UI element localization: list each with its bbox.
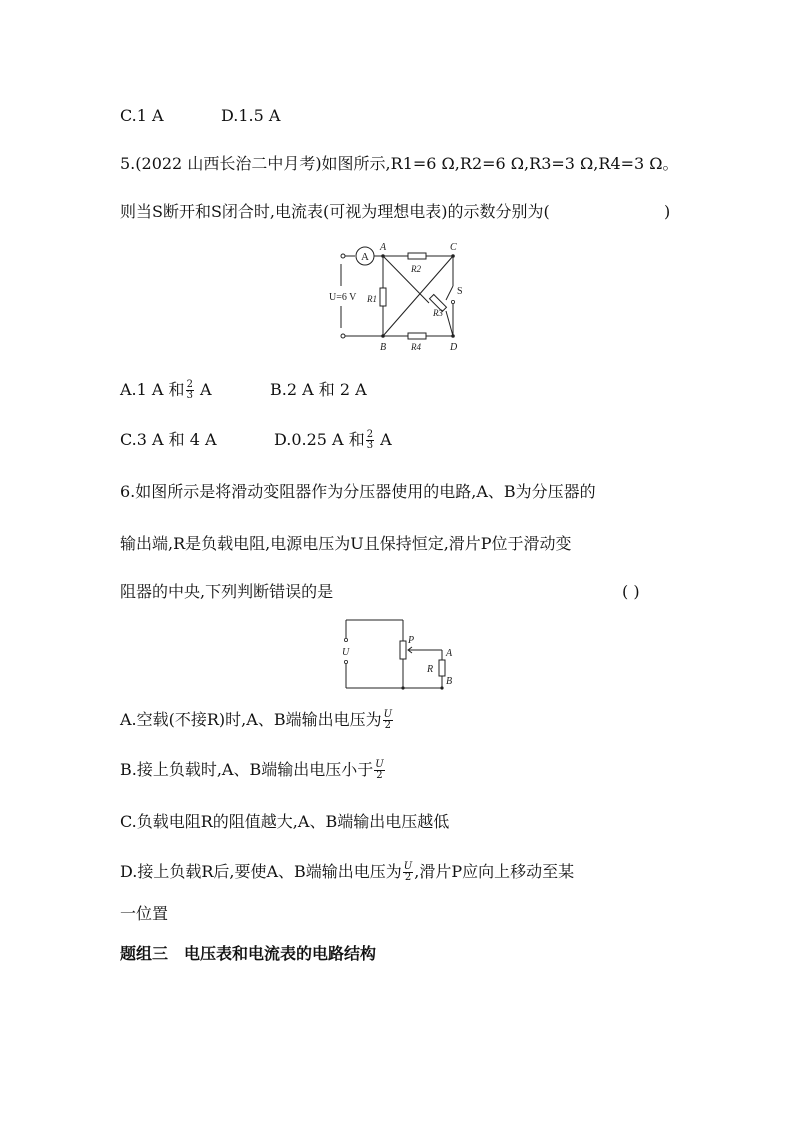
q5-line2 <box>120 202 550 222</box>
fraction-numerator: 2 <box>186 379 193 390</box>
fraction-denominator: 2 <box>384 720 391 731</box>
fraction-numerator: U <box>403 861 413 872</box>
q6-option-c: C.负载电阻R的阻值越大,A、B端输出电压越低 <box>120 812 450 831</box>
option-d-prev <box>221 106 280 126</box>
r-label: R <box>427 664 434 675</box>
u-over-2-fraction <box>403 862 413 883</box>
q5-option-d-text: D.0.25 A 和 <box>274 430 365 449</box>
fraction-numerator: U <box>383 709 393 720</box>
q6-answer-paren: ( ) <box>622 582 640 601</box>
q6-option-d <box>120 862 574 883</box>
ammeter-label: A <box>361 251 369 263</box>
node-d-label: D <box>450 342 458 353</box>
switch-s <box>446 286 453 300</box>
u-label: U <box>342 647 350 658</box>
node-a-label: A <box>380 242 387 253</box>
q6-circuit-diagram <box>338 612 468 692</box>
fraction-denominator: 2 <box>376 770 383 781</box>
q5-option-d-unit: A <box>380 430 392 449</box>
fraction-denominator: 2 <box>404 872 412 883</box>
option-c-text: C.1 A <box>120 106 164 125</box>
q6-option-d-text1: D.接上负载R后,要使A、B端输出电压为 <box>120 862 402 881</box>
resistor-r2 <box>408 253 426 259</box>
a-label: A <box>446 648 453 659</box>
q5-option-a-unit: A <box>200 380 212 399</box>
q6-option-d-text2: ,滑片P应向上移动至某 <box>414 862 575 881</box>
load-resistor-r <box>439 660 445 676</box>
p-label: P <box>408 635 415 646</box>
r4-label: R4 <box>411 342 421 352</box>
q5-option-d <box>274 430 392 451</box>
option-d-text: D.1.5 A <box>221 106 281 125</box>
q6-line1: 6.如图所示是将滑动变阻器作为分压器使用的电路,A、B为分压器的 <box>120 482 596 501</box>
switch-label: S <box>457 286 463 297</box>
q5-option-c: C.3 A 和 4 A <box>120 430 217 449</box>
q5-line2-text: 则当S断开和S闭合时,电流表(可视为理想电表)的示数分别为( <box>120 202 550 221</box>
q6-line2: 输出端,R是负载电阻,电源电压为U且保持恒定,滑片P位于滑动变 <box>120 534 572 553</box>
rheostat <box>400 641 406 659</box>
u-over-2-fraction <box>374 760 384 781</box>
q5-option-d-fraction <box>366 430 374 451</box>
r3-label: R3 <box>433 308 443 318</box>
q5-line1: 5.(2022 山西长治二中月考)如图所示,R1=6 Ω,R2=6 Ω,R3=3 Ω,R4=3 Ω。 <box>120 154 679 173</box>
fraction-numerator: U <box>375 759 384 770</box>
q6-option-d-line2: 一位置 <box>120 904 169 923</box>
resistor-r1 <box>380 288 386 306</box>
q6-option-b <box>120 760 386 781</box>
node-c-label: C <box>450 242 457 253</box>
voltage-label: U=6 V <box>329 292 357 303</box>
q5-option-b: B.2 A 和 2 A <box>270 380 367 399</box>
q6-line3: 阻器的中央,下列判断错误的是 <box>120 582 334 601</box>
u-over-2-fraction <box>383 710 393 731</box>
fraction-denominator: 3 <box>186 390 193 401</box>
resistor-r4 <box>408 333 426 339</box>
q6-option-a-text: A.空载(不接R)时,A、B端输出电压为 <box>120 710 382 729</box>
q5-option-a-fraction <box>186 380 194 401</box>
q5-option-a-text: A.1 A 和 <box>120 380 185 399</box>
q5-answer-paren-close: ) <box>664 202 671 221</box>
fraction-numerator: 2 <box>366 429 374 440</box>
b-label: B <box>446 676 453 687</box>
r2-label: R2 <box>411 264 421 274</box>
node-b-label: B <box>380 342 387 353</box>
section-heading: 题组三 电压表和电流表的电路结构 <box>120 944 377 963</box>
q5-circuit-diagram <box>325 240 475 360</box>
q6-option-a <box>120 710 394 731</box>
option-c-prev <box>120 106 164 126</box>
fraction-denominator: 3 <box>366 440 374 451</box>
q6-option-b-text: B.接上负载时,A、B端输出电压小于 <box>120 760 374 779</box>
r1-label: R1 <box>367 294 377 304</box>
q5-option-a <box>120 380 212 401</box>
